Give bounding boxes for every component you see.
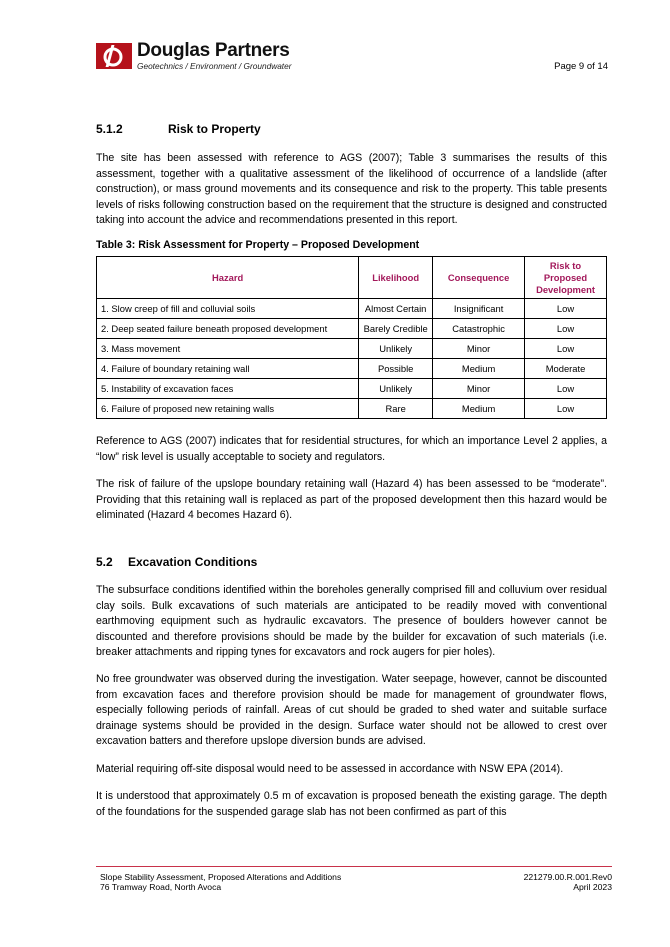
consequence-cell: Catastrophic: [433, 319, 525, 339]
hazard-cell: 2. Deep seated failure beneath proposed development: [97, 319, 359, 339]
risk-cell: Low: [525, 379, 607, 399]
column-header-likelihood: Likelihood: [359, 257, 433, 299]
likelihood-cell: Unlikely: [359, 379, 433, 399]
table-row: [97, 339, 607, 359]
table-row: [97, 319, 607, 339]
hazard-cell: 4. Failure of boundary retaining wall: [97, 359, 359, 379]
risk-cell: Low: [525, 299, 607, 319]
consequence-cell: Insignificant: [433, 299, 525, 319]
section-number: 5.1.2: [96, 122, 123, 136]
douglas-partners-logo-icon: [96, 43, 132, 69]
table-row: [97, 299, 607, 319]
section-heading-5-1-2: [96, 122, 261, 136]
likelihood-cell: Unlikely: [359, 339, 433, 359]
risk-cell: Low: [525, 319, 607, 339]
hazard-cell: 5. Instability of excavation faces: [97, 379, 359, 399]
hazard-cell: 6. Failure of proposed new retaining walls: [97, 399, 359, 419]
likelihood-cell: Possible: [359, 359, 433, 379]
company-name: Douglas Partners: [137, 40, 290, 61]
likelihood-cell: Almost Certain: [359, 299, 433, 319]
footer-report-title: Slope Stability Assessment, Proposed Alterations and Additions: [100, 872, 342, 882]
table-header-row: [97, 257, 607, 299]
table-row: [97, 379, 607, 399]
paragraph-hazard-4: The risk of failure of the upslope boundary retaining wall (Hazard 4) has been assessed to be “moderate”. Providing that this retaining wall is replaced as part of the proposed development then this hazard would be eliminated (Hazard 4 becomes Hazard 6).: [96, 478, 607, 522]
column-header-risk: Risk to Proposed Development: [525, 257, 607, 299]
paragraph-ags-reference: Reference to AGS (2007) indicates that for residential structures, for which an importance Level 2 applies, a “low” risk level is usually acceptable to society and regulators.: [96, 435, 607, 463]
section-title: Excavation Conditions: [128, 555, 258, 569]
table-row: [97, 359, 607, 379]
risk-cell: Low: [525, 399, 607, 419]
risk-cell: Low: [525, 339, 607, 359]
consequence-cell: Minor: [433, 379, 525, 399]
paragraph-garage: It is understood that approximately 0.5 m of excavation is proposed beneath the existing garage. The depth of the foundations for the suspended garage slab has not been confirmed as part of this: [96, 790, 607, 818]
consequence-cell: Medium: [433, 399, 525, 419]
paragraph-subsurface: The subsurface conditions identified within the boreholes generally comprised fill and colluvium over residual clay soils. Bulk excavations of such materials are anticipated to be readily moved with conventional earthmoving equipment such as hydraulic excavators. The presence of boulders however cannot be discounted and therefore provisions should be made by the builder for excavation of such materials (i.e. breaker attachments and ripping tynes for excavators and rock augers for pier holes).: [96, 584, 607, 659]
paragraph-risk-intro: The site has been assessed with reference to AGS (2007); Table 3 summarises the results of this assessment, together with a qualitative assessment of the likelihood of occurrence of a landslide (after construction), or mass ground movements and its consequence and risk to the property. This table presents levels of risks following construction based on the requirement that the structure is designed and constructed taking into account the advice and recommendations presented in this report.: [96, 152, 607, 227]
table-caption: Table 3: Risk Assessment for Property – Proposed Development: [96, 239, 420, 251]
hazard-cell: 3. Mass movement: [97, 339, 359, 359]
footer-reference: 221279.00.R.001.Rev0: [523, 872, 612, 882]
section-heading-5-2: [96, 555, 257, 569]
table-row: [97, 399, 607, 419]
footer-divider: [96, 866, 612, 867]
risk-cell: Moderate: [525, 359, 607, 379]
column-header-consequence: Consequence: [433, 257, 525, 299]
risk-assessment-table: [96, 256, 607, 419]
page-number: Page 9 of 14: [554, 61, 608, 72]
section-title: Risk to Property: [168, 122, 261, 136]
footer-date: April 2023: [573, 882, 612, 892]
likelihood-cell: Rare: [359, 399, 433, 419]
footer-address: 76 Tramway Road, North Avoca: [100, 882, 222, 892]
column-header-hazard: Hazard: [97, 257, 359, 299]
paragraph-groundwater: No free groundwater was observed during the investigation. Water seepage, however, cannot be discounted from excavation faces and therefore provision should be made for management of groundwater flows, especially following periods of rainfall. Areas of cut should be graded to shed water and suitable surface drainage systems should be provided in the design. Surface water should not be allowed to crest over excavation batters and therefore upslope diversion bunds are advised.: [96, 673, 607, 748]
hazard-cell: 1. Slow creep of fill and colluvial soils: [97, 299, 359, 319]
likelihood-cell: Barely Credible: [359, 319, 433, 339]
company-tagline: Geotechnics / Environment / Groundwater: [137, 61, 292, 71]
consequence-cell: Minor: [433, 339, 525, 359]
consequence-cell: Medium: [433, 359, 525, 379]
paragraph-disposal: Material requiring off-site disposal would need to be assessed in accordance with NSW EPA (2014).: [96, 763, 564, 775]
section-number: 5.2: [96, 555, 113, 569]
